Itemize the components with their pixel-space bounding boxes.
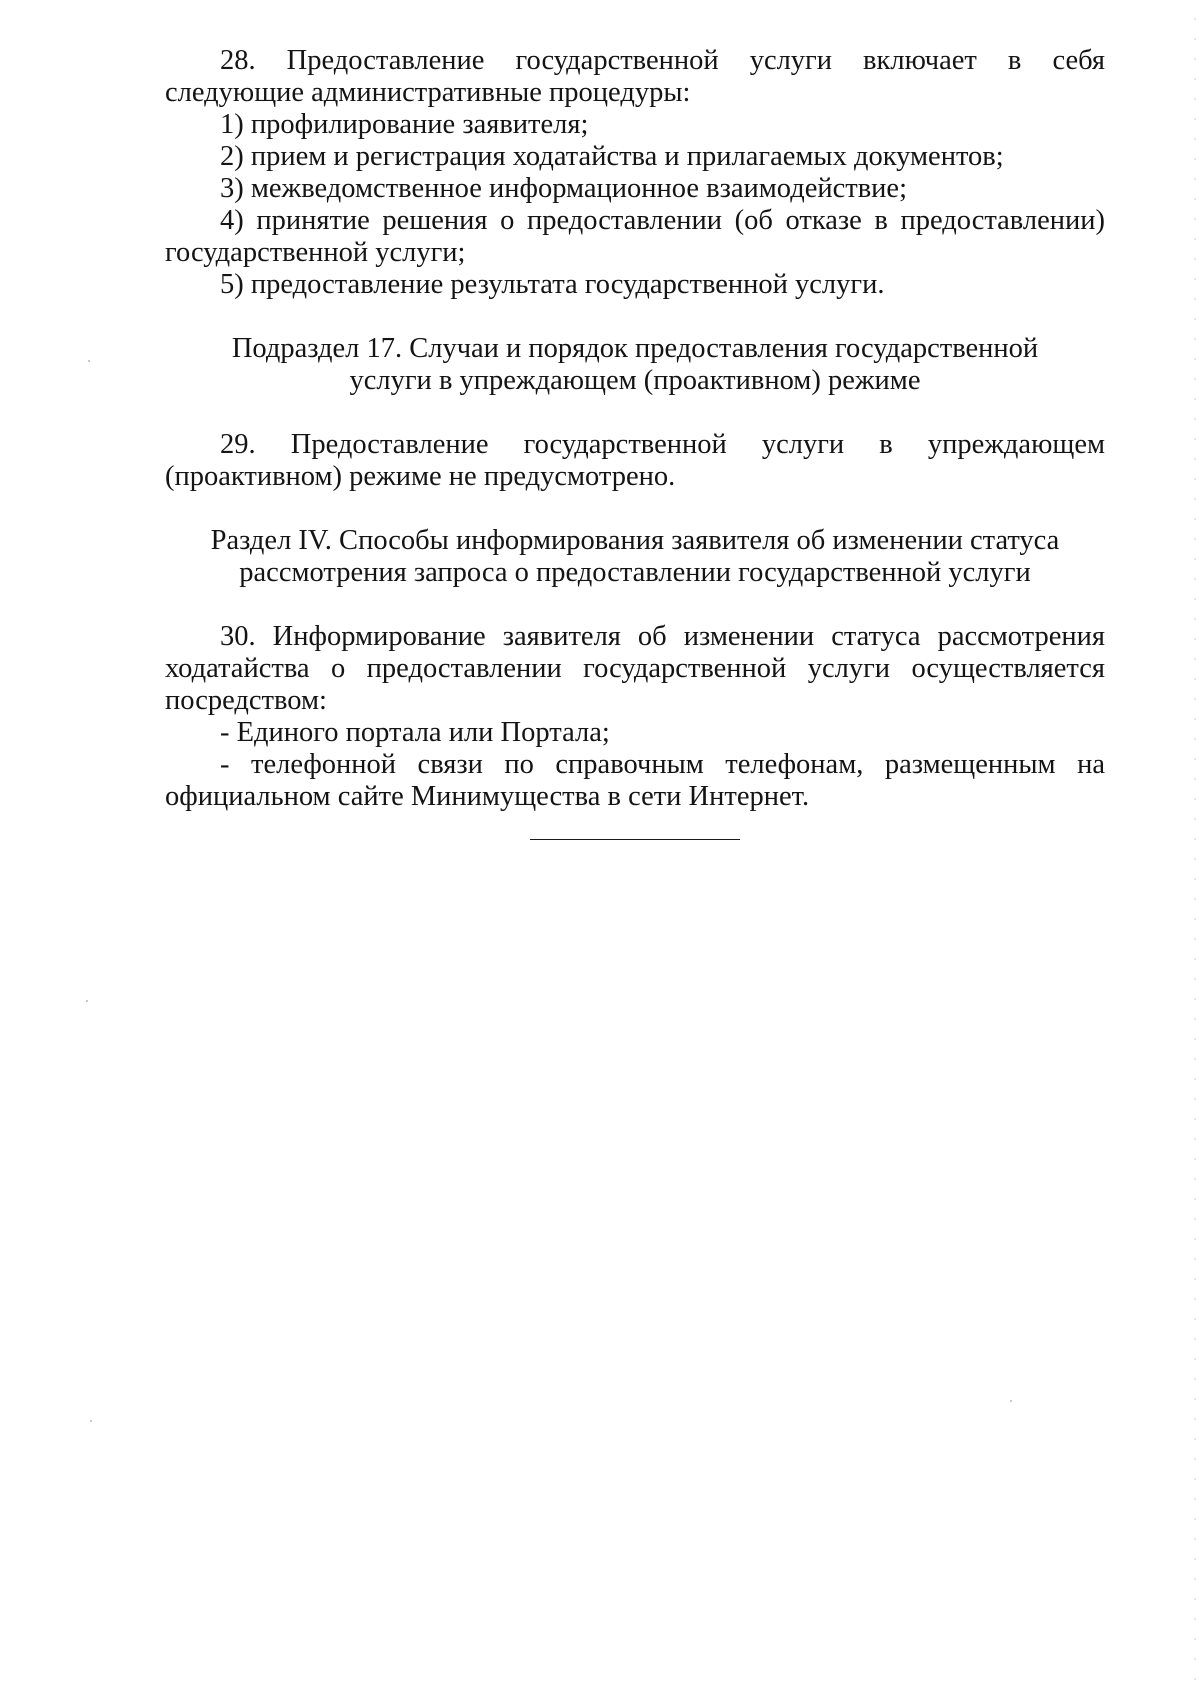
channel-item-2: - телефонной связи по справочным телефонам, размещенным на официальном сайте Минимущества в сети Интернет.: [165, 749, 1105, 812]
section-4-heading-line2: рассмотрения запроса о предоставлении государственной услуги: [239, 557, 1031, 588]
scan-speck: [88, 360, 90, 362]
section-4-heading-line1: Раздел IV. Способы информирования заявителя об изменении статуса: [210, 525, 1060, 556]
scan-edge-artifact: [1194, 0, 1196, 1686]
channel-item-1: - Единого портала или Портала;: [220, 717, 610, 748]
subsection-17-heading-line2: услуги в упреждающем (проактивном) режиме: [349, 365, 921, 396]
procedure-item-4: 4) принятие решения о предоставлении (об отказе в предоставлении) государственной услуги;: [165, 205, 1105, 268]
subsection-17-heading-line1: Подраздел 17. Случаи и порядок предоставления государственной: [231, 333, 1039, 364]
scan-speck: [86, 1000, 88, 1002]
paragraph-29: 29. Предоставление государственной услуги в упреждающем (проактивном) режиме не предусмотрено.: [165, 429, 1105, 492]
subsection-17-heading: [165, 333, 1105, 397]
procedure-item-3: 3) межведомственное информационное взаимодействие;: [220, 173, 907, 204]
paragraph-30: 30. Информирование заявителя об изменении статуса рассмотрения ходатайства о предоставлении государственной услуги осуществляется посредством:: [165, 621, 1105, 716]
paragraph-28: 28. Предоставление государственной услуги включает в себя следующие административные процедуры:: [165, 45, 1105, 108]
section-4-heading: [165, 525, 1105, 589]
procedure-item-2: 2) прием и регистрация ходатайства и прилагаемых документов;: [220, 141, 1004, 172]
closing-rule: [530, 839, 740, 840]
procedure-item-1: 1) профилирование заявителя;: [220, 109, 589, 140]
scan-speck: [90, 1420, 92, 1422]
document-page: [165, 45, 1105, 840]
procedure-item-5: 5) предоставление результата государственной услуги.: [220, 269, 885, 300]
scan-speck: [1010, 1400, 1012, 1402]
